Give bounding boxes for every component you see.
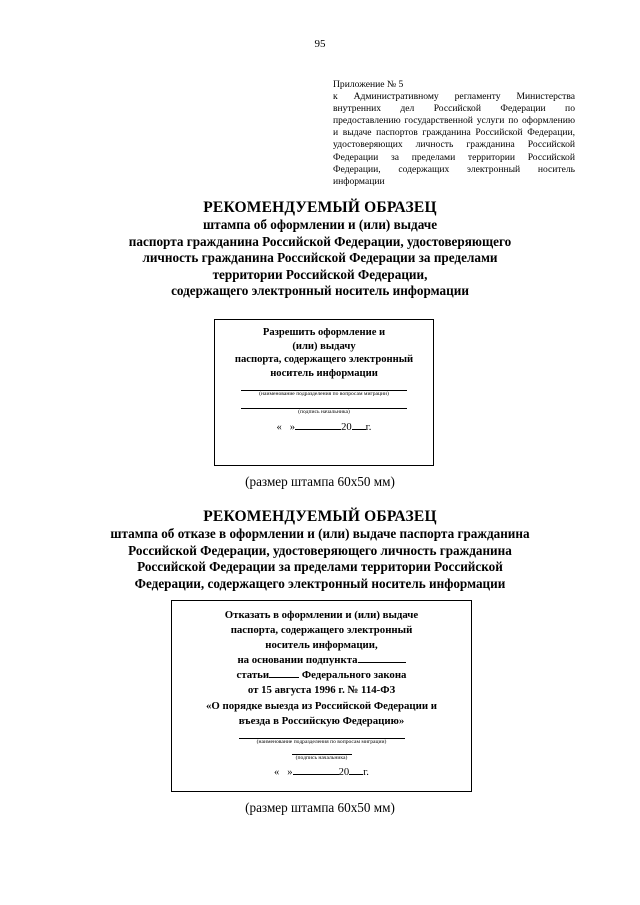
stamp-line: от 15 августа 1996 г. № 114-ФЗ bbox=[247, 684, 396, 697]
date-quote-close: » bbox=[287, 766, 293, 778]
date-year-prefix: 20 bbox=[341, 422, 352, 434]
date-line bbox=[215, 422, 433, 433]
date-quote-open: « bbox=[274, 766, 280, 778]
appendix-title: Приложение № 5 bbox=[333, 79, 404, 90]
stamp-line: Разрешить оформление и bbox=[262, 327, 386, 338]
refusal-stamp bbox=[171, 600, 472, 792]
section2-heading-block bbox=[60, 507, 580, 592]
section2-subheading-line: Федерации, содержащего электронный носитель информации bbox=[134, 575, 506, 591]
section1-heading: РЕКОМЕНДУЕМЫЙ ОБРАЗЕЦ bbox=[203, 199, 437, 216]
date-year-suffix: г. bbox=[363, 766, 369, 778]
article-blank bbox=[269, 677, 299, 678]
stamp-line: носитель информации, bbox=[265, 639, 378, 652]
unit-name-caption: (наименование подразделения по вопросам миграции) bbox=[259, 391, 389, 398]
stamp-line: «О порядке выезда из Российской Федерации и bbox=[206, 699, 437, 712]
section1-subheading-line: личность гражданина Российской Федерации за пределами bbox=[142, 250, 498, 266]
appendix-text: к Административному регламенту Министерства внутренних дел Российской Федерации по предоставлению государственной услуги по оформлению и выдаче паспортов гражданина Российской Федерации, удостоверяющих личность гражданина Российской Федерации за пределами территории Российской Федерации, содержащих электронный носитель информации bbox=[333, 91, 575, 187]
signature-caption: (подпись начальника) bbox=[298, 409, 350, 416]
appendix-block bbox=[333, 79, 575, 188]
subparagraph-label: на основании подпункта bbox=[237, 654, 358, 667]
unit-name-caption: (наименование подразделения по вопросам миграции) bbox=[256, 738, 387, 745]
stamp-line: Отказать в оформлении и (или) выдаче bbox=[224, 609, 419, 621]
stamp-line: носитель информации bbox=[270, 367, 378, 379]
section1-subheading-line: паспорта гражданина Российской Федерации, удостоверяющего bbox=[128, 233, 512, 249]
stamp-line: въезда в Российскую Федерацию» bbox=[238, 714, 405, 727]
date-year-prefix: 20 bbox=[338, 766, 350, 778]
date-day-month-blank bbox=[293, 774, 339, 775]
date-line bbox=[172, 767, 471, 778]
subparagraph-blank bbox=[358, 662, 406, 663]
section2-subheading-line: Российской Федерации, удостоверяющего личность гражданина bbox=[128, 542, 512, 558]
stamp-line bbox=[172, 668, 471, 683]
page-number: 95 bbox=[314, 38, 326, 50]
section2-size-caption: (размер штампа 60х50 мм) bbox=[245, 800, 395, 815]
date-year-blank bbox=[349, 774, 363, 775]
date-year-blank bbox=[352, 429, 366, 430]
section1-subheading-line: территории Российской Федерации, bbox=[212, 266, 428, 282]
approval-stamp bbox=[214, 319, 434, 466]
stamp-line: (или) выдачу bbox=[292, 340, 356, 352]
section2-subheading-line: Российской Федерации за пределами территории Российской bbox=[137, 559, 503, 575]
signature-caption: (подпись начальника) bbox=[295, 754, 348, 761]
section2-heading: РЕКОМЕНДУЕМЫЙ ОБРАЗЕЦ bbox=[203, 508, 437, 525]
stamp-line: паспорта, содержащего электронный bbox=[234, 354, 414, 366]
section1-size-caption: (размер штампа 60х50 мм) bbox=[245, 474, 395, 489]
federal-law-label: Федерального закона bbox=[301, 669, 407, 682]
article-label: статьи bbox=[236, 669, 270, 682]
stamp-line: паспорта, содержащего электронный bbox=[230, 624, 413, 637]
section1-subheading-line: штампа об оформлении и (или) выдаче bbox=[202, 217, 438, 232]
date-quote-close: » bbox=[289, 422, 296, 434]
section2-subheading-line: штампа об отказе в оформлении и (или) выдаче паспорта гражданина bbox=[110, 526, 530, 541]
stamp-line bbox=[172, 653, 471, 668]
date-day-month-blank bbox=[295, 429, 341, 430]
date-quote-open: « bbox=[276, 422, 282, 434]
date-year-suffix: г. bbox=[365, 422, 372, 434]
section1-heading-block bbox=[60, 198, 580, 300]
section1-subheading-line: содержащего электронный носитель информации bbox=[171, 283, 469, 299]
